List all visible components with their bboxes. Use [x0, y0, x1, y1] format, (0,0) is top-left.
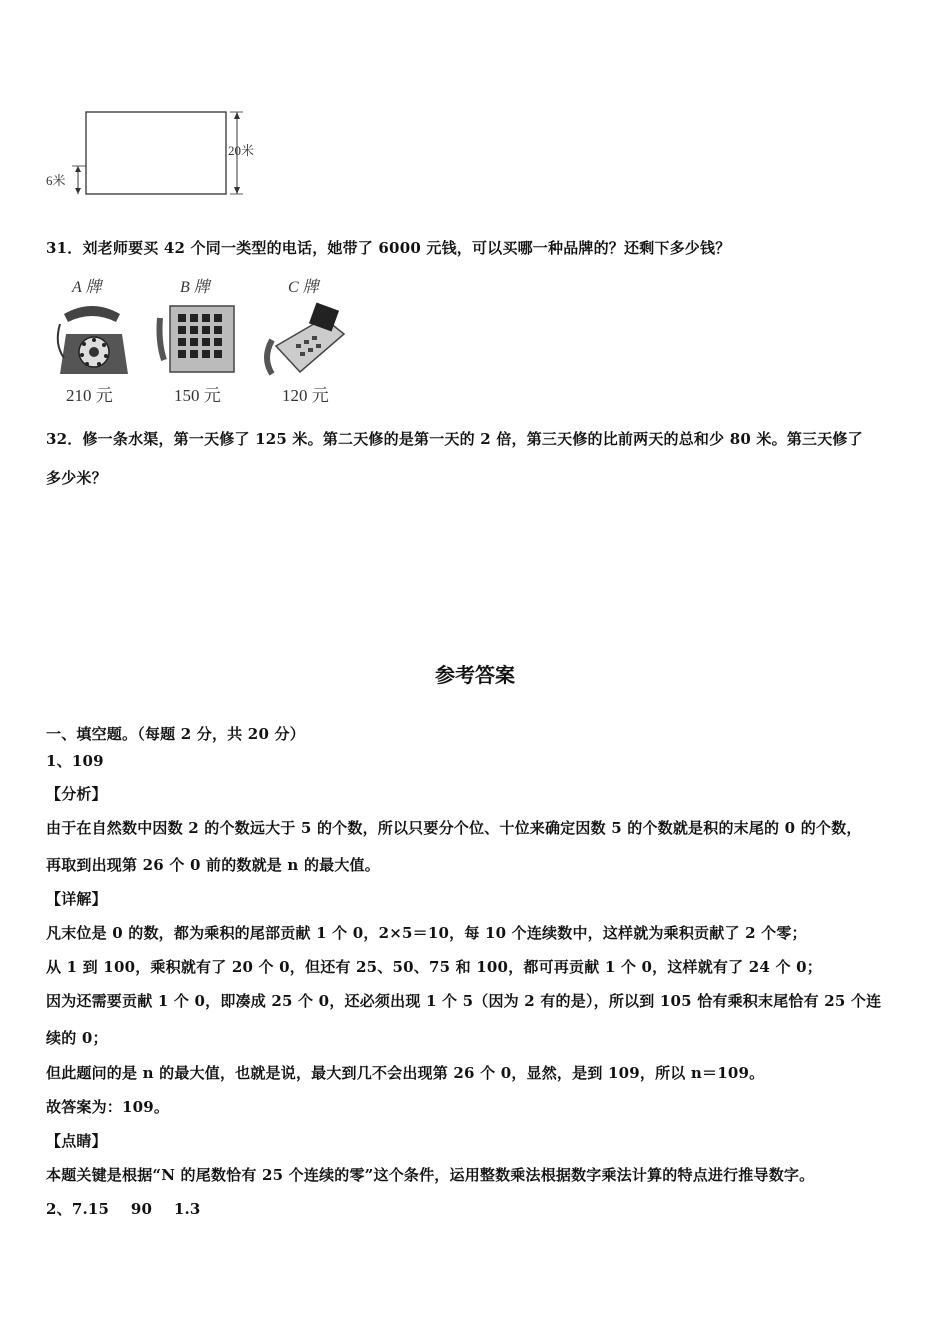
question-32-line2: 多少米？: [46, 469, 107, 487]
rectangle-figure: [40, 100, 280, 205]
answer-2: 2、7.15 90 1.3: [46, 1200, 201, 1218]
rotary-phone-icon: [58, 306, 128, 374]
question-32-line1: 32．修一条水渠，第一天修了 125 米。第二天修的是第一天的 2 倍，第三天修的比前两天的总和少 80 米。第三天修了: [46, 430, 863, 448]
answers-title: 参考答案: [435, 663, 515, 687]
rectangle-shape: [86, 112, 226, 194]
price-a: 210 元: [66, 386, 113, 405]
modern-phone-icon: [267, 303, 344, 374]
analysis-line-1: 由于在自然数中因数 2 的个数远大于 5 的个数，所以只要分个位、十位来确定因数 5 的个数就是积的末尾的 0 的个数，: [46, 819, 862, 837]
height-label: 20米: [228, 143, 255, 158]
keypad-phone-icon: [160, 306, 235, 372]
detail-label: 【详解】: [46, 890, 107, 908]
detail-line-1: 凡末位是 0 的数，都为乘积的尾部贡献 1 个 0，2×5＝10，每 10 个连续数中，这样就为乘积贡献了 2 个零；: [46, 924, 807, 942]
detail-line-6: 故答案为：109。: [46, 1098, 170, 1116]
answer-1: 1、109: [46, 752, 104, 770]
detail-line-2: 从 1 到 100，乘积就有了 20 个 0，但还有 25、50、75 和 100，都可再贡献 1 个 0，这样就有了 24 个 0；: [46, 958, 822, 976]
analysis-line-2: 再取到出现第 26 个 0 前的数就是 n 的最大值。: [46, 856, 380, 874]
price-b: 150 元: [174, 386, 221, 405]
width-label: 6米: [46, 173, 66, 188]
detail-line-3: 因为还需要贡献 1 个 0，即凑成 25 个 0，还必须出现 1 个 5（因为 2 有的是），所以到 105 恰有乘积末尾恰有 25 个连: [46, 992, 882, 1010]
detail-line-5: 但此题问的是 n 的最大值，也就是说，最大到几不会出现第 26 个 0，显然，是到 109，所以 n＝109。: [46, 1064, 765, 1082]
brand-b-label: B 牌: [180, 279, 210, 296]
comment-label: 【点睛】: [46, 1132, 107, 1150]
question-31: 31．刘老师要买 42 个同一类型的电话，她带了 6000 元钱，可以买哪一种品牌的？还剩下多少钱？: [46, 239, 731, 257]
price-c: 120 元: [282, 386, 329, 405]
section-heading: 一、填空题。（每题 2 分，共 20 分）: [46, 725, 305, 743]
phone-options: [52, 272, 352, 407]
comment-line-1: 本题关键是根据“N 的尾数恰有 25 个连续的零”这个条件，运用整数乘法根据数字乘法计算的特点进行推导数字。: [46, 1166, 815, 1184]
brand-a-label: A 牌: [72, 279, 102, 296]
analysis-label: 【分析】: [46, 785, 107, 803]
brand-c-label: C 牌: [288, 279, 319, 296]
detail-line-4: 续的 0；: [46, 1029, 108, 1047]
